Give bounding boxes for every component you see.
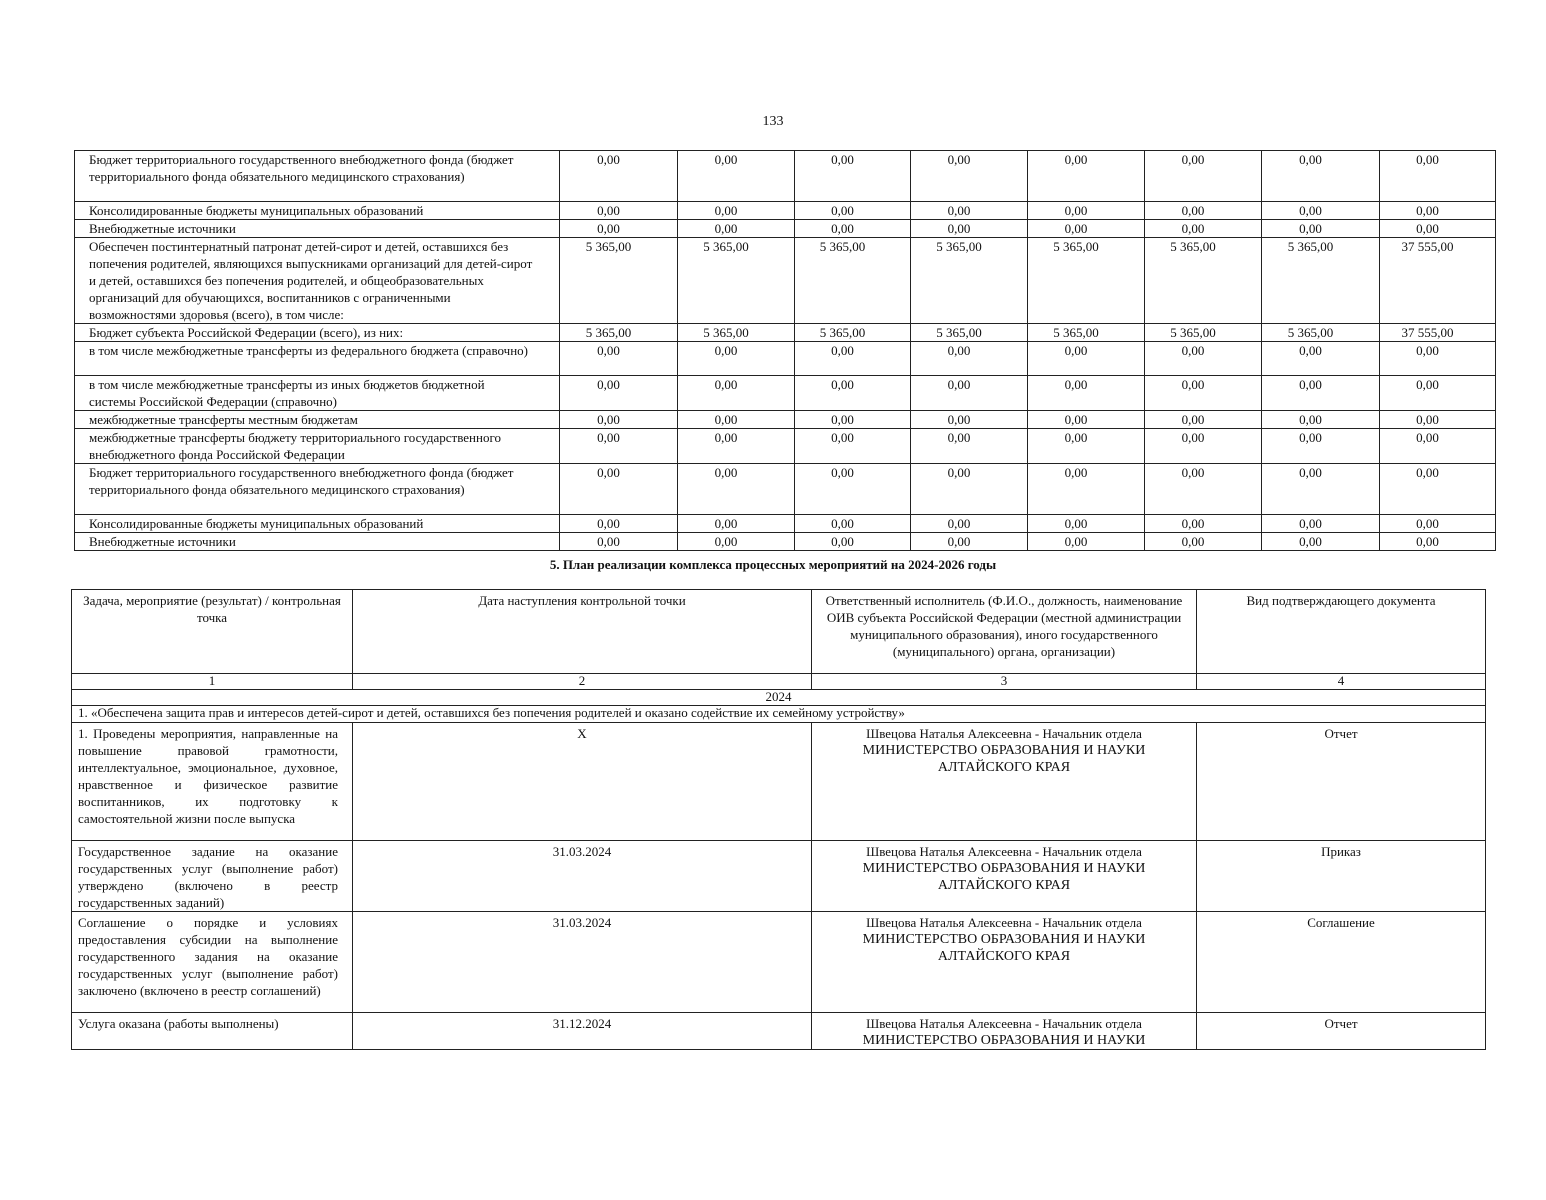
budget-row [75, 324, 1496, 342]
budget-row-label: Внебюджетные источники [75, 533, 560, 551]
budget-value: 0,00 [795, 515, 911, 533]
plan-header-row [72, 590, 1486, 674]
budget-value: 0,00 [678, 464, 795, 515]
budget-value: 5 365,00 [795, 324, 911, 342]
budget-row [75, 376, 1496, 411]
responsible-person: Швецова Наталья Алексеевна - Начальник отдела [866, 1016, 1142, 1031]
budget-value: 0,00 [795, 464, 911, 515]
budget-row-label: в том числе межбюджетные трансферты из федерального бюджета (справочно) [75, 342, 560, 376]
budget-value: 0,00 [560, 342, 678, 376]
plan-responsible [812, 1013, 1197, 1050]
budget-value: 0,00 [678, 202, 795, 220]
plan-row [72, 723, 1486, 841]
budget-value: 5 365,00 [1262, 324, 1380, 342]
budget-value: 0,00 [795, 429, 911, 464]
budget-row-label: межбюджетные трансферты местным бюджетам [75, 411, 560, 429]
budget-value: 0,00 [911, 515, 1028, 533]
budget-row [75, 342, 1496, 376]
plan-responsible [812, 912, 1197, 1013]
budget-row [75, 202, 1496, 220]
budget-value: 0,00 [1028, 515, 1145, 533]
budget-value: 0,00 [795, 411, 911, 429]
budget-value: 0,00 [911, 202, 1028, 220]
section-title: 5. План реализации комплекса процессных мероприятий на 2024-2026 годы [549, 557, 997, 572]
budget-row [75, 533, 1496, 551]
plan-document: Отчет [1197, 1013, 1486, 1050]
budget-value: 5 365,00 [911, 238, 1028, 324]
budget-value: 0,00 [678, 376, 795, 411]
budget-value: 0,00 [1262, 151, 1380, 202]
responsible-organization: МИНИСТЕРСТВО ОБРАЗОВАНИЯ И НАУКИ АЛТАЙСКОГО КРАЯ [862, 932, 1146, 964]
budget-row [75, 238, 1496, 324]
plan-table [71, 589, 1486, 1050]
budget-value: 0,00 [1262, 411, 1380, 429]
budget-value: 5 365,00 [1028, 238, 1145, 324]
budget-row-label: Обеспечен постинтернатный патронат детей-сирот и детей, оставшихся без попечения родителей, являющихся выпускниками организаций для детей-сирот и детей, оставшихся без попечения родителей, и общеобразовательных организаций для обучающихся, воспитанников с ограниченными возможностями здоровья (всего), в том числе: [75, 238, 560, 324]
plan-item: Услуга оказана (работы выполнены) [72, 1013, 353, 1050]
budget-value: 0,00 [1380, 220, 1496, 238]
budget-value: 0,00 [1028, 411, 1145, 429]
plan-row [72, 1013, 1486, 1050]
budget-value: 0,00 [560, 202, 678, 220]
budget-value: 0,00 [1262, 342, 1380, 376]
budget-value: 0,00 [1262, 515, 1380, 533]
plan-document: Приказ [1197, 841, 1486, 912]
budget-value: 0,00 [1028, 464, 1145, 515]
budget-value: 0,00 [678, 411, 795, 429]
budget-value: 5 365,00 [678, 324, 795, 342]
page-number: 133 [762, 114, 784, 129]
plan-responsible [812, 841, 1197, 912]
budget-value: 0,00 [1380, 515, 1496, 533]
budget-value: 0,00 [1380, 151, 1496, 202]
budget-value: 0,00 [1028, 151, 1145, 202]
budget-value: 0,00 [1380, 202, 1496, 220]
budget-value: 0,00 [1028, 533, 1145, 551]
responsible-person: Швецова Наталья Алексеевна - Начальник отдела [866, 844, 1142, 859]
plan-responsible [812, 723, 1197, 841]
column-number-row [72, 674, 1486, 690]
budget-value: 5 365,00 [1145, 238, 1262, 324]
budget-row-label: Бюджет территориального государственного внебюджетного фонда (бюджет территориального фонда обязательного медицинского страхования) [75, 151, 560, 202]
budget-value: 0,00 [1028, 220, 1145, 238]
plan-date: 31.12.2024 [353, 1013, 812, 1050]
plan-date: 31.03.2024 [353, 912, 812, 1013]
budget-value: 0,00 [678, 533, 795, 551]
budget-value: 0,00 [560, 429, 678, 464]
budget-value: 0,00 [1145, 464, 1262, 515]
budget-value: 0,00 [795, 220, 911, 238]
budget-value: 5 365,00 [795, 238, 911, 324]
budget-row [75, 515, 1496, 533]
column-number: 3 [812, 674, 1197, 690]
budget-value: 0,00 [1380, 429, 1496, 464]
budget-value: 0,00 [911, 533, 1028, 551]
budget-row [75, 151, 1496, 202]
budget-value: 0,00 [560, 515, 678, 533]
budget-value: 0,00 [1145, 533, 1262, 551]
budget-value: 0,00 [911, 151, 1028, 202]
budget-value: 0,00 [1145, 515, 1262, 533]
budget-row-label: в том числе межбюджетные трансферты из иных бюджетов бюджетной системы Российской Федерации (справочно) [75, 376, 560, 411]
plan-date: X [353, 723, 812, 841]
budget-value: 0,00 [1262, 220, 1380, 238]
responsible-person: Швецова Наталья Алексеевна - Начальник отдела [866, 726, 1142, 741]
budget-value: 0,00 [678, 429, 795, 464]
budget-value: 0,00 [795, 342, 911, 376]
budget-row-label: Бюджет субъекта Российской Федерации (всего), из них: [75, 324, 560, 342]
responsible-organization: МИНИСТЕРСТВО ОБРАЗОВАНИЯ И НАУКИ АЛТАЙСКОГО КРАЯ [862, 861, 1146, 893]
budget-value: 0,00 [1380, 342, 1496, 376]
budget-value: 0,00 [560, 151, 678, 202]
budget-value: 0,00 [560, 464, 678, 515]
budget-row [75, 429, 1496, 464]
budget-row [75, 411, 1496, 429]
plan-item: 1. Проведены мероприятия, направленные на повышение правовой грамотности, интеллектуальное, эмоциональное, духовное, нравственное и физическое развитие воспитанников, их подготовку к самостоятельной жизни после выпуска [72, 723, 353, 841]
budget-row-label: Внебюджетные источники [75, 220, 560, 238]
budget-value: 0,00 [1380, 411, 1496, 429]
budget-value: 0,00 [795, 376, 911, 411]
header-date: Дата наступления контрольной точки [353, 590, 812, 674]
budget-value: 0,00 [1028, 376, 1145, 411]
plan-date: 31.03.2024 [353, 841, 812, 912]
budget-value: 0,00 [1028, 202, 1145, 220]
budget-value: 0,00 [911, 464, 1028, 515]
budget-value: 0,00 [1262, 464, 1380, 515]
header-task: Задача, мероприятие (результат) / контрольная точка [72, 590, 353, 674]
plan-document: Отчет [1197, 723, 1486, 841]
budget-value: 0,00 [1262, 429, 1380, 464]
budget-value: 5 365,00 [1028, 324, 1145, 342]
budget-value: 5 365,00 [678, 238, 795, 324]
budget-value: 0,00 [1028, 429, 1145, 464]
column-number: 4 [1197, 674, 1486, 690]
budget-value: 0,00 [678, 515, 795, 533]
budget-value: 0,00 [911, 342, 1028, 376]
budget-value: 0,00 [560, 411, 678, 429]
budget-value: 0,00 [795, 202, 911, 220]
header-responsible: Ответственный исполнитель (Ф.И.О., должность, наименование ОИВ субъекта Российской Федерации (местной администрации муниципального образования), иного государственного (муниципального) органа, организации) [812, 590, 1197, 674]
budget-value: 0,00 [911, 429, 1028, 464]
budget-value: 0,00 [678, 342, 795, 376]
budget-value: 0,00 [911, 376, 1028, 411]
plan-row [72, 912, 1486, 1013]
budget-value: 0,00 [911, 220, 1028, 238]
budget-value: 5 365,00 [560, 324, 678, 342]
budget-row-label: Консолидированные бюджеты муниципальных образований [75, 515, 560, 533]
budget-value: 0,00 [678, 151, 795, 202]
budget-value: 0,00 [1145, 376, 1262, 411]
budget-value: 0,00 [1028, 342, 1145, 376]
budget-value: 0,00 [560, 220, 678, 238]
column-number: 2 [353, 674, 812, 690]
budget-value: 0,00 [1145, 220, 1262, 238]
budget-value: 37 555,00 [1380, 238, 1496, 324]
responsible-organization: МИНИСТЕРСТВО ОБРАЗОВАНИЯ И НАУКИ АЛТАЙСКОГО КРАЯ [862, 743, 1146, 775]
budget-value: 0,00 [560, 533, 678, 551]
budget-row-label: Бюджет территориального государственного внебюджетного фонда (бюджет территориального фонда обязательного медицинского страхования) [75, 464, 560, 515]
budget-value: 0,00 [1262, 533, 1380, 551]
budget-value: 37 555,00 [1380, 324, 1496, 342]
budget-value: 0,00 [1145, 411, 1262, 429]
budget-value: 5 365,00 [1145, 324, 1262, 342]
budget-value: 0,00 [1145, 202, 1262, 220]
budget-value: 0,00 [911, 411, 1028, 429]
budget-row-label: Консолидированные бюджеты муниципальных образований [75, 202, 560, 220]
budget-value: 0,00 [1262, 202, 1380, 220]
plan-document: Соглашение [1197, 912, 1486, 1013]
plan-row [72, 841, 1486, 912]
budget-row [75, 220, 1496, 238]
budget-table [74, 150, 1496, 551]
column-number: 1 [72, 674, 353, 690]
budget-value: 0,00 [795, 151, 911, 202]
budget-row [75, 464, 1496, 515]
task-cell: 1. «Обеспечена защита прав и интересов детей-сирот и детей, оставшихся без попечения родителей и оказано содействие их семейному устройству» [72, 706, 1486, 723]
year-row [72, 690, 1486, 706]
budget-value: 0,00 [1145, 342, 1262, 376]
plan-item: Государственное задание на оказание государственных услуг (выполнение работ) утверждено (включено в реестр государственных заданий) [72, 841, 353, 912]
responsible-organization: МИНИСТЕРСТВО ОБРАЗОВАНИЯ И НАУКИ [862, 1033, 1146, 1048]
budget-value: 0,00 [795, 533, 911, 551]
budget-value: 0,00 [1262, 376, 1380, 411]
plan-item: Соглашение о порядке и условиях предоставления субсидии на выполнение государственного задания на оказание государственных услуг (выполнение работ) заключено (включено в реестр соглашений) [72, 912, 353, 1013]
budget-row-label: межбюджетные трансферты бюджету территориального государственного внебюджетного фонда Российской Федерации [75, 429, 560, 464]
header-document: Вид подтверждающего документа [1197, 590, 1486, 674]
responsible-person: Швецова Наталья Алексеевна - Начальник отдела [866, 915, 1142, 930]
budget-value: 0,00 [1145, 151, 1262, 202]
budget-value: 5 365,00 [911, 324, 1028, 342]
year-cell: 2024 [72, 690, 1486, 706]
budget-value: 5 365,00 [1262, 238, 1380, 324]
budget-value: 5 365,00 [560, 238, 678, 324]
budget-value: 0,00 [678, 220, 795, 238]
budget-value: 0,00 [1380, 533, 1496, 551]
budget-value: 0,00 [560, 376, 678, 411]
task-row [72, 706, 1486, 723]
budget-value: 0,00 [1380, 464, 1496, 515]
budget-value: 0,00 [1145, 429, 1262, 464]
budget-value: 0,00 [1380, 376, 1496, 411]
